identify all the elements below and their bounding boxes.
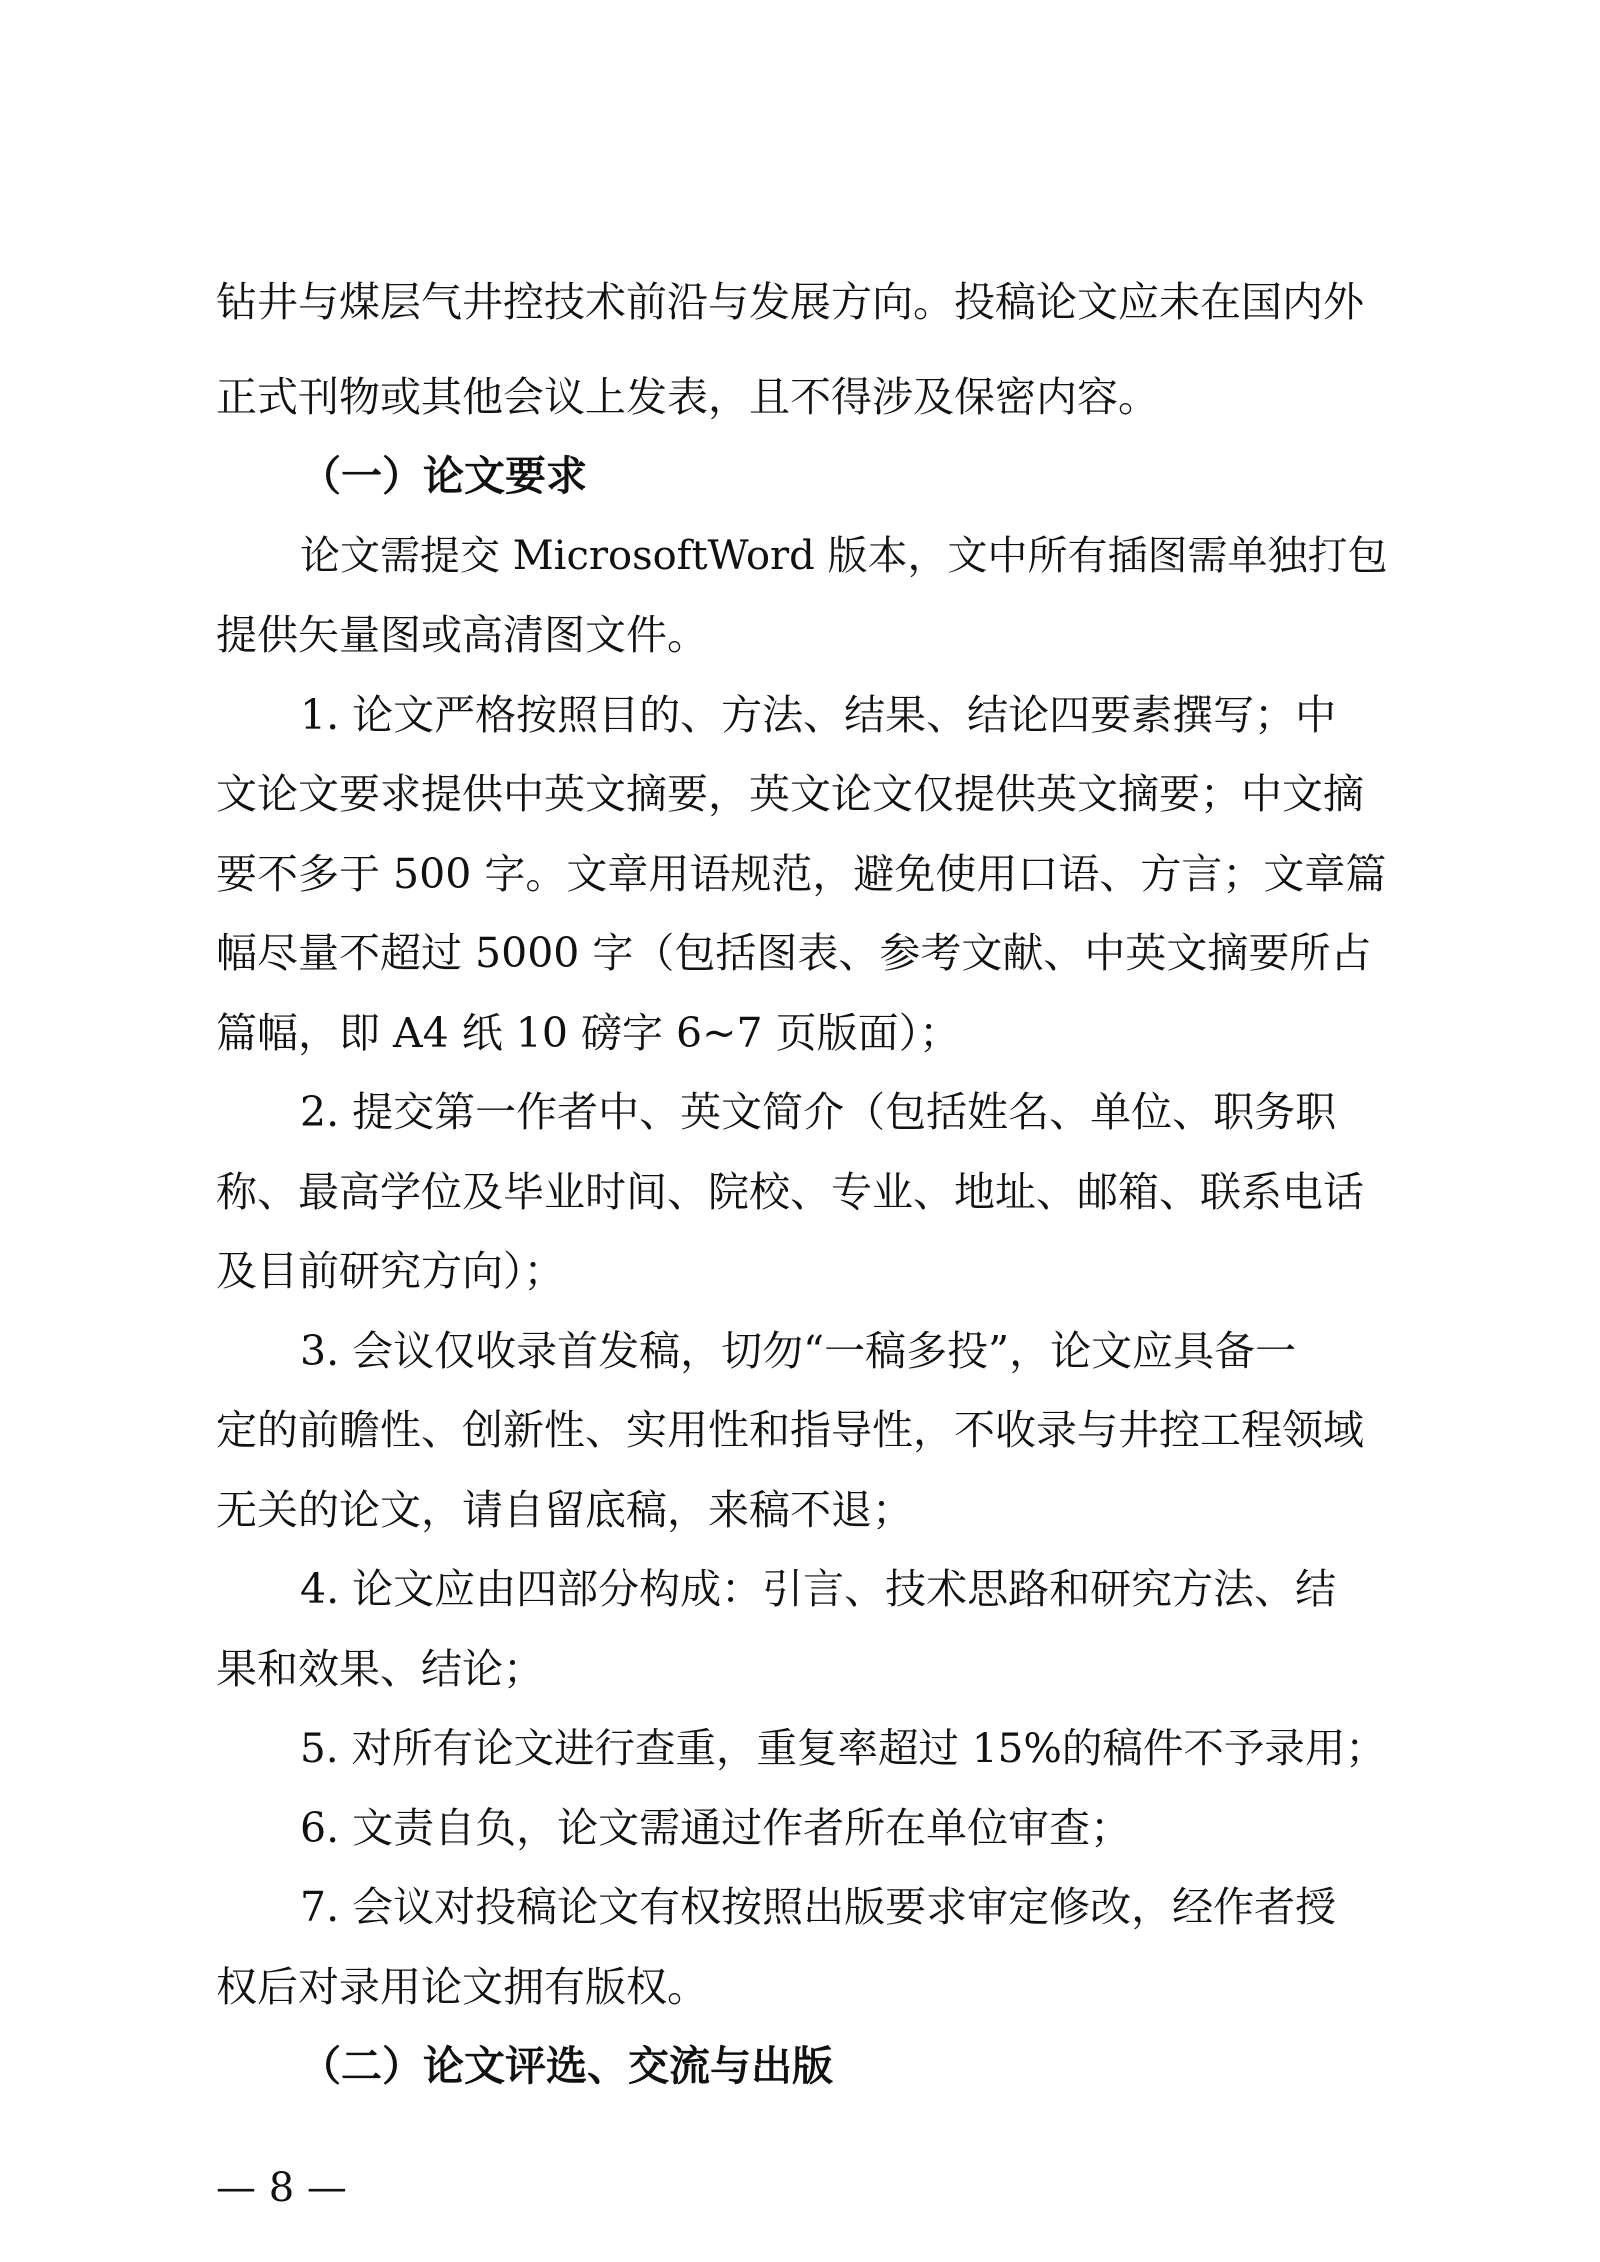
paragraph-line: 果和效果、结论； — [216, 1645, 544, 1693]
paragraph-line: 幅尽量不超过 5000 字（包括图表、参考文献、中英文摘要所占 — [216, 929, 1372, 977]
list-item-line: 6. 文责自负，论文需通过作者所在单位审查； — [300, 1804, 1132, 1852]
list-item-line: 5. 对所有论文进行查重，重复率超过 15%的稿件不予录用； — [300, 1724, 1386, 1772]
paragraph-line: 及目前研究方向）； — [216, 1247, 565, 1295]
list-item-line: 1. 论文严格按照目的、方法、结果、结论四要素撰写；中 — [300, 691, 1337, 739]
paragraph-line: 提供矢量图或高清图文件。 — [216, 611, 708, 659]
list-item-line: 4. 论文应由四部分构成：引言、技术思路和研究方法、结 — [300, 1565, 1337, 1613]
paragraph-line: 论文需提交 MicrosoftWord 版本，文中所有插图需单独打包 — [300, 533, 1388, 579]
section-heading: （二）论文评选、交流与出版 — [300, 2042, 833, 2090]
list-item-line: 2. 提交第一作者中、英文简介（包括姓名、单位、职务职 — [300, 1088, 1337, 1136]
paragraph-line: 要不多于 500 字。文章用语规范，避免使用口语、方言；文章篇 — [216, 850, 1387, 898]
page-number: — 8 — — [216, 2165, 347, 2211]
paragraph-line: 定的前瞻性、创新性、实用性和指导性，不收录与井控工程领域 — [216, 1406, 1364, 1454]
paragraph-line: 称、最高学位及毕业时间、院校、专业、地址、邮箱、联系电话 — [216, 1168, 1364, 1216]
section-heading: （一）论文要求 — [300, 452, 587, 500]
paragraph-line: 正式刊物或其他会议上发表，且不得涉及保密内容。 — [216, 373, 1159, 421]
paragraph-line: 篇幅，即 A4 纸 10 磅字 6~7 页版面）； — [216, 1009, 961, 1057]
paragraph-line: 文论文要求提供中英文摘要，英文论文仅提供英文摘要；中文摘 — [216, 770, 1364, 818]
paragraph-line: 钻井与煤层气井控技术前沿与发展方向。投稿论文应未在国内外 — [216, 278, 1364, 326]
list-item-line: 7. 会议对投稿论文有权按照出版要求审定修改，经作者授 — [300, 1883, 1337, 1931]
paragraph-line: 权后对录用论文拥有版权。 — [216, 1963, 708, 2011]
paragraph-line: 无关的论文，请自留底稿，来稿不退； — [216, 1486, 913, 1534]
list-item-line: 3. 会议仅收录首发稿，切勿“一稿多投”，论文应具备一 — [300, 1327, 1297, 1375]
